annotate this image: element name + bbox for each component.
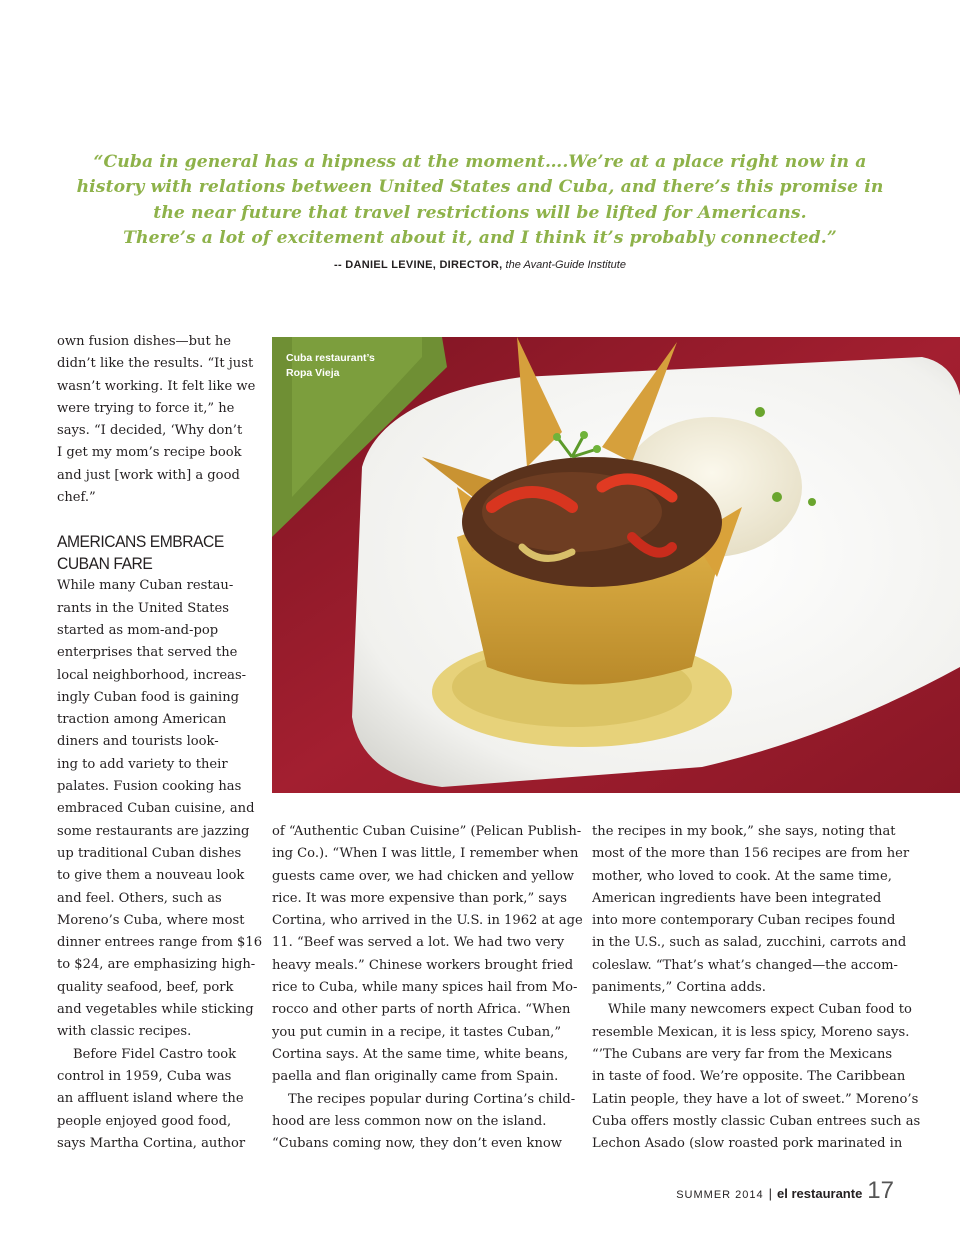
article-column-1 — [57, 331, 263, 1155]
text-line: mother, who loved to cook. At the same time, — [592, 868, 892, 884]
text-line: coleslaw. “That’s what’s changed—the accom- — [592, 957, 898, 973]
page-footer — [676, 1177, 894, 1205]
body-paragraph — [57, 1044, 257, 1155]
text-line: I get my mom’s recipe book — [57, 445, 242, 461]
text-line: hood are less common now on the island. — [272, 1113, 547, 1129]
text-line: While many Cuban restau- — [57, 578, 234, 594]
text-line: and feel. Others, such as — [57, 890, 222, 906]
text-line: paella and flan originally came from Spain. — [272, 1069, 559, 1085]
text-line: of “Authentic Cuban Cuisine” (Pelican Publish- — [272, 824, 582, 839]
text-line: heavy meals.” Chinese workers brought fried — [272, 957, 574, 973]
text-line: people enjoyed good food, — [57, 1113, 232, 1129]
text-line: wasn’t working. It felt like we — [57, 378, 256, 394]
text-line: Moreno’s Cuba, where most — [57, 912, 245, 928]
body-paragraph — [592, 821, 910, 999]
text-line: ing to add variety to their — [57, 756, 228, 772]
pull-quote-line: the near future that travel restrictions will be lifted for Americans. — [153, 202, 807, 223]
intro-paragraph — [57, 331, 257, 509]
page-number: 17 — [867, 1177, 894, 1204]
ropa-vieja-illustration — [272, 337, 960, 793]
text-line: control in 1959, Cuba was — [57, 1068, 232, 1084]
text-line: Cuba offers mostly classic Cuban entrees such as — [592, 1113, 921, 1129]
text-line: Before Fidel Castro took — [73, 1046, 237, 1062]
text-line: diners and tourists look- — [57, 734, 219, 750]
caption-line: Ropa Vieja — [286, 367, 340, 379]
text-line: 11. “Beef was served a lot. We had two very — [272, 935, 565, 951]
text-line: started as mom-and-pop — [57, 622, 219, 638]
text-line: own fusion dishes—but he — [57, 334, 232, 349]
footer-separator: | — [768, 1186, 773, 1201]
pull-quote — [60, 150, 900, 252]
text-line: The recipes popular during Cortina’s child- — [288, 1091, 576, 1107]
body-paragraph — [272, 821, 583, 1089]
pull-quote-line: “Cuba in general has a hipness at the moment….We’re at a place right now in a — [93, 152, 867, 172]
pull-quote-line: history with relations between United States and Cuba, and there’s this promise in — [76, 177, 884, 198]
text-line: Cortina, who arrived in the U.S. in 1962 at age — [272, 913, 583, 929]
body-paragraph — [592, 999, 921, 1155]
text-line: an affluent island where the — [57, 1091, 244, 1107]
text-line: were trying to force it,” he — [57, 400, 235, 416]
text-line: “Cubans coming now, they don’t even know — [272, 1136, 562, 1152]
text-line: rants in the United States — [57, 600, 230, 616]
text-line: says. “I decided, ‘Why don’t — [57, 423, 243, 439]
quote-attribution — [0, 259, 960, 271]
text-line: enterprises that served the — [57, 645, 238, 661]
section-subhead — [57, 531, 257, 575]
text-line: didn’t like the results. “It just — [57, 356, 254, 372]
text-line: and vegetables while sticking — [57, 1002, 254, 1018]
text-line: local neighborhood, increas- — [57, 667, 247, 683]
text-line: Cortina says. At the same time, white beans, — [272, 1046, 569, 1062]
text-line: ing Co.). “When I was little, I remember when — [272, 846, 579, 862]
body-paragraph — [57, 575, 263, 1043]
text-line: you put cumin in a recipe, it tastes Cuban,” — [272, 1024, 562, 1040]
text-line: chef.” — [57, 490, 96, 506]
text-line: resemble Mexican, it is less spicy, Moreno says. — [592, 1024, 910, 1040]
text-line: rice. It was more expensive than pork,” says — [272, 890, 567, 906]
text-line: American ingredients have been integrated — [592, 890, 882, 906]
attribution-organization: the Avant-Guide Institute — [505, 259, 626, 271]
text-line: to $24, are emphasizing high- — [57, 957, 256, 973]
text-line: the recipes in my book,” she says, noting that — [592, 824, 896, 839]
text-line: rice to Cuba, while many spices hail from Mo- — [272, 980, 578, 996]
photo-caption — [286, 351, 375, 381]
text-line: Latin people, they have a lot of sweet.” Moreno’s — [592, 1091, 919, 1107]
text-line: some restaurants are jazzing — [57, 823, 250, 839]
caption-line: Cuba restaurant’s — [286, 352, 375, 364]
text-line: most of the more than 156 recipes are from her — [592, 846, 910, 862]
issue-date: SUMMER 2014 — [676, 1189, 764, 1201]
subhead-line: CUBAN FARE — [57, 554, 153, 574]
article-column-3 — [592, 821, 921, 1155]
article-column-2 — [272, 821, 583, 1155]
text-line: embraced Cuban cuisine, and — [57, 801, 255, 817]
text-line: “’The Cubans are very far from the Mexicans — [592, 1046, 893, 1062]
text-line: with classic recipes. — [57, 1024, 192, 1040]
text-line: in taste of food. We’re opposite. The Caribbean — [592, 1069, 906, 1085]
text-line: in the U.S., such as salad, zucchini, carrots and — [592, 935, 907, 951]
food-photo — [272, 337, 960, 793]
text-line: Lechon Asado (slow roasted pork marinated in — [592, 1136, 903, 1152]
text-line: into more contemporary Cuban recipes found — [592, 913, 896, 929]
pull-quote-line: There’s a lot of excitement about it, and I think it’s probably connected.” — [123, 228, 837, 249]
text-line: up traditional Cuban dishes — [57, 845, 242, 861]
text-line: guests came over, we had chicken and yellow — [272, 868, 574, 884]
attribution-name: -- DANIEL LEVINE, DIRECTOR, — [334, 259, 503, 271]
body-paragraph — [272, 1089, 576, 1156]
text-line: palates. Fusion cooking has — [57, 779, 242, 795]
text-line: and just [work with] a good — [57, 467, 240, 483]
text-line: paniments,” Cortina adds. — [592, 980, 766, 996]
text-line: traction among American — [57, 712, 227, 728]
text-line: to give them a nouveau look — [57, 868, 245, 884]
text-line: rocco and other parts of north Africa. “When — [272, 1002, 571, 1018]
text-line: quality seafood, beef, pork — [57, 979, 234, 995]
text-line: dinner entrees range from $16 — [57, 935, 263, 951]
text-line: ingly Cuban food is gaining — [57, 689, 240, 705]
text-line: While many newcomers expect Cuban food to — [608, 1002, 912, 1018]
text-line: says Martha Cortina, author — [57, 1135, 246, 1151]
magazine-name: el restaurante — [777, 1186, 863, 1201]
subhead-line: AMERICANS EMBRACE — [57, 532, 224, 552]
